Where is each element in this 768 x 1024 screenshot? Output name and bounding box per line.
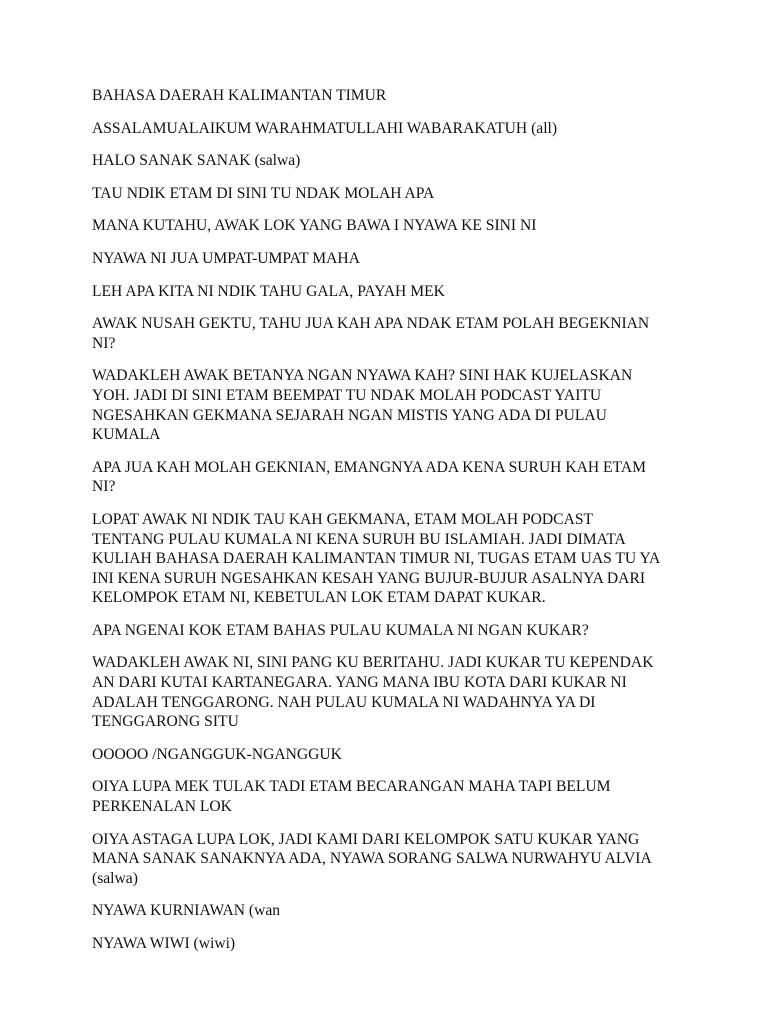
paragraph: NYAWA WIWI (wiwi): [92, 935, 236, 952]
paragraph: MANA KUTAHU, AWAK LOK YANG BAWA I NYAWA KE SINI NI: [92, 217, 537, 235]
paragraph: OIYA LUPA MEK TULAK TADI ETAM BECARANGAN MAHA TAPI BELUM PERKENALAN LOK: [92, 778, 611, 816]
paragraph: LOPAT AWAK NI NDIK TAU KAH GEKMANA, ETAM MOLAH PODCAST TENTANG PULAU KUMALA NI KENA SURUH BU ISLAMIAH. JADI DIMATA KULIAH BAHASA DAERAH KALIMANTAN TIMUR NI, TUGAS ETAM UAS TU YA INI KENA SURUH NGESAHKAN KESAH YANG BUJUR-BUJUR ASALNYA DARI KELOMPOK ETAM NI, KEBETULAN LOK ETAM DAPAT KUKAR.: [92, 510, 661, 607]
paragraph: TAU NDIK ETAM DI SINI TU NDAK MOLAH APA: [92, 184, 435, 202]
paragraph: NYAWA KURNIAWAN (wan: [92, 902, 281, 920]
paragraph: OIYA ASTAGA LUPA LOK, JADI KAMI DARI KELOMPOK SATU KUKAR YANG MANA SANAK SANAKNYA ADA, NYAWA SORANG SALWA NURWAHYU ALVIA (salwa): [92, 830, 652, 887]
paragraph: APA NGENAI KOK ETAM BAHAS PULAU KUMALA NI NGAN KUKAR?: [92, 621, 589, 639]
paragraph: APA JUA KAH MOLAH GEKNIAN, EMANGNYA ADA KENA SURUH KAH ETAM NI?: [92, 458, 646, 496]
paragraph: AWAK NUSAH GEKTU, TAHU JUA KAH APA NDAK ETAM POLAH BEGEKNIAN NI?: [92, 315, 650, 352]
paragraph: NYAWA NI JUA UMPAT-UMPAT MAHA: [92, 249, 360, 267]
paragraph: OOOOO /NGANGGUK-NGANGGUK: [92, 745, 342, 763]
paragraph: WADAKLEH AWAK NI, SINI PANG KU BERITAHU. JADI KUKAR TU KEPENDAK AN DARI KUTAI KARTANEGARA. YANG MANA IBU KOTA DARI KUKAR NI ADALAH TENGGARONG. NAH PULAU KUMALA NI WADAHNYA YA DI TENGGARONG SITU: [92, 654, 654, 731]
paragraph: HALO SANAK SANAK (salwa): [92, 152, 301, 170]
paragraph: ASSALAMUALAIKUM WARAHMATULLAHI WABARAKATUH (all): [92, 119, 558, 137]
paragraph: LEH APA KITA NI NDIK TAHU GALA, PAYAH MEK: [92, 282, 445, 300]
paragraph: WADAKLEH AWAK BETANYA NGAN NYAWA KAH? SINI HAK KUJELASKAN YOH. JADI DI SINI ETAM BEEMPAT TU NDAK MOLAH PODCAST YAITU NGESAHKAN GEKMANA SEJARAH NGAN MISTIS YANG ADA DI PULAU KUMALA: [92, 367, 633, 444]
document-title: BAHASA DAERAH KALIMANTAN TIMUR: [92, 87, 387, 104]
